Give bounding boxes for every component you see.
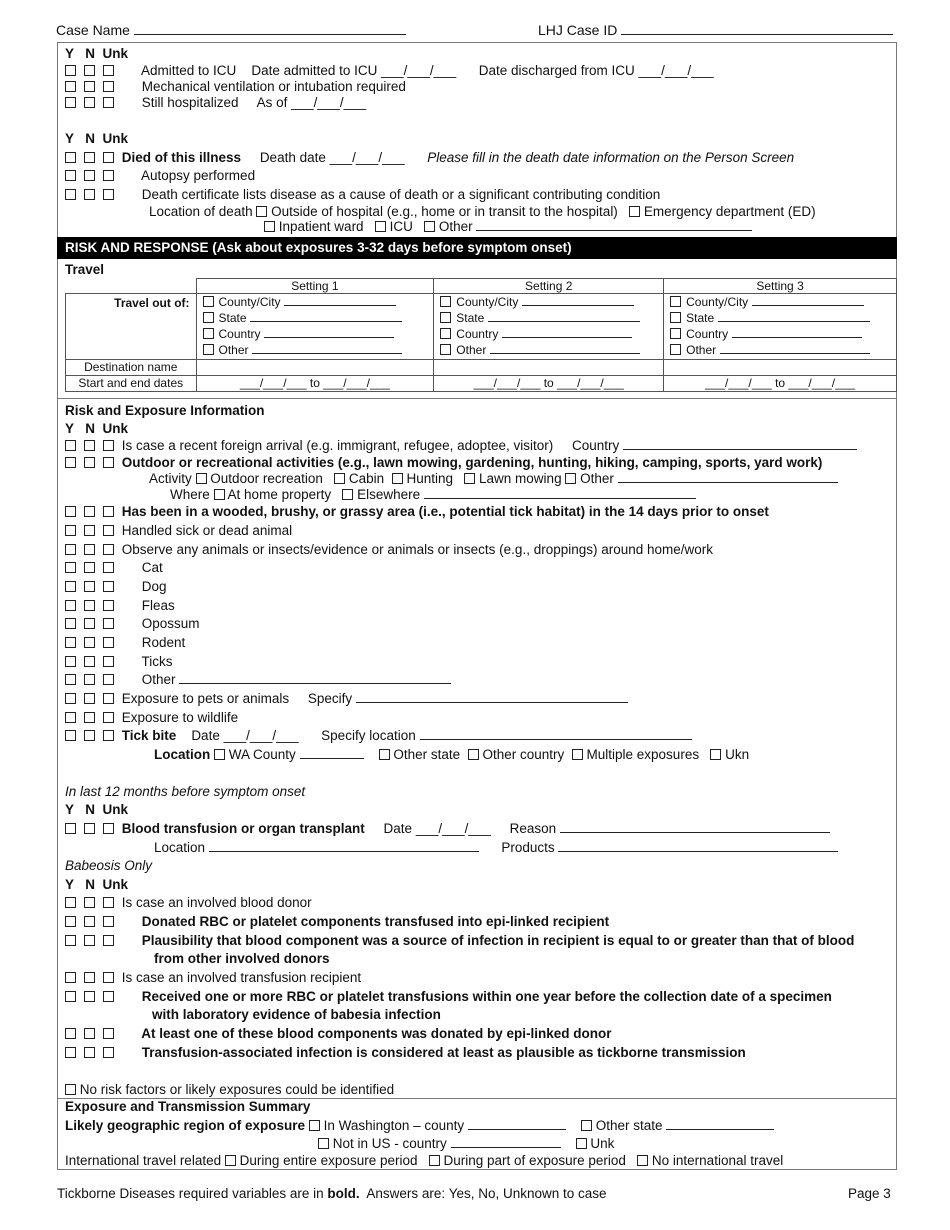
setting-2-options: County/City State Country Other xyxy=(434,294,664,360)
risk-title: Risk and Exposure Information xyxy=(65,403,265,418)
wl-n-checkbox[interactable] xyxy=(84,712,95,723)
tai-row: Transfusion-associated infection is considered at least as plausible as tickborne transmission xyxy=(65,1045,746,1061)
aother-y-checkbox[interactable] xyxy=(65,674,76,685)
s2-state-checkbox[interactable] xyxy=(440,312,451,323)
loc-outside-checkbox[interactable] xyxy=(256,206,267,217)
s1-destination[interactable] xyxy=(196,360,434,376)
donor-n-checkbox[interactable] xyxy=(84,897,95,908)
od-unk-checkbox[interactable] xyxy=(103,457,114,468)
case-name-label: Case Name xyxy=(56,22,130,38)
mech-vent-row: Mechanical ventilation or intubation required xyxy=(65,79,406,95)
yn-header: Y N Unk xyxy=(65,421,129,436)
act-other-checkbox[interactable] xyxy=(565,473,576,484)
s3-destination[interactable] xyxy=(664,360,897,376)
plausibility-row: Plausibility that blood component was a source of infection in recipient is equal to or greater than that of blood xyxy=(65,933,854,949)
s3-county-checkbox[interactable] xyxy=(670,296,681,307)
od-y-checkbox[interactable] xyxy=(65,457,76,468)
recipient-row: Is case an involved transfusion recipient xyxy=(65,970,361,986)
mv-unk-checkbox[interactable] xyxy=(103,81,114,92)
icu-n-checkbox[interactable] xyxy=(84,65,95,76)
opossum-unk-checkbox[interactable] xyxy=(103,618,114,629)
bt-y-checkbox[interactable] xyxy=(65,823,76,834)
loc-inpatient-checkbox[interactable] xyxy=(264,221,275,232)
still-hosp-date[interactable]: As of ___/___/___ xyxy=(256,95,367,110)
yn-header: Y N Unk xyxy=(65,877,129,892)
bt-n-checkbox[interactable] xyxy=(84,823,95,834)
loc-icu-checkbox[interactable] xyxy=(375,221,386,232)
plaus-y-checkbox[interactable] xyxy=(65,935,76,946)
where-else-checkbox[interactable] xyxy=(342,489,353,500)
died-unk-checkbox[interactable] xyxy=(103,152,114,163)
donor-row: Is case an involved blood donor xyxy=(65,895,312,911)
dates-label: Start and end dates xyxy=(66,376,197,392)
yn-header: Y N Unk xyxy=(65,46,129,61)
rodent-y-checkbox[interactable] xyxy=(65,637,76,648)
s1-dates[interactable]: ___/___/___ to ___/___/___ xyxy=(196,376,434,392)
section-bar: RISK AND RESPONSE (Ask about exposures 3-32 days before symptom onset) xyxy=(57,237,897,259)
recv-n-checkbox[interactable] xyxy=(84,991,95,1002)
babesiosis-label: Babeosis Only xyxy=(65,858,153,873)
travel-table xyxy=(65,278,897,392)
autopsy-y-checkbox[interactable] xyxy=(65,170,76,181)
sh-unk-checkbox[interactable] xyxy=(103,97,114,108)
tl-wa-checkbox[interactable] xyxy=(214,749,225,760)
opossum-y-checkbox[interactable] xyxy=(65,618,76,629)
outdoor-row: Outdoor or recreational activities (e.g., lawn mowing, gardening, hunting, hiking, camping, sports, yard work) xyxy=(65,455,822,471)
recv-unk-checkbox[interactable] xyxy=(103,991,114,1002)
intl-part-checkbox[interactable] xyxy=(429,1155,440,1166)
travel-title: Travel xyxy=(65,262,105,277)
region-notus-checkbox[interactable] xyxy=(318,1138,329,1149)
s3-country-checkbox[interactable] xyxy=(670,328,681,339)
travel-out-label: Travel out of: xyxy=(66,294,197,360)
animal-cat-row: Cat xyxy=(65,560,163,576)
setting-2-header: Setting 2 xyxy=(434,279,664,294)
donated-row: Donated RBC or platelet components transfused into epi-linked recipient xyxy=(65,914,609,930)
last12-label: In last 12 months before symptom onset xyxy=(65,784,306,799)
animal-dog-row: Dog xyxy=(65,579,167,595)
act-outdoor-checkbox[interactable] xyxy=(196,473,207,484)
sh-y-checkbox[interactable] xyxy=(65,97,76,108)
tl-country-checkbox[interactable] xyxy=(468,749,479,760)
death-date[interactable]: Death date ___/___/___ xyxy=(259,150,405,165)
footer-note: Tickborne Diseases required variables are in bold. Answers are: Yes, No, Unknown to case xyxy=(57,1186,607,1201)
wl-y-checkbox[interactable] xyxy=(65,712,76,723)
activity-row: Activity Outdoor recreation Cabin Hunting Lawn mowing Other xyxy=(149,471,838,487)
yn-header: Y N Unk xyxy=(65,802,129,817)
tick-location-row: Location WA County Other state Other country Multiple exposures Ukn xyxy=(154,747,750,762)
region-wa-checkbox[interactable] xyxy=(309,1120,320,1131)
recip-unk-checkbox[interactable] xyxy=(103,972,114,983)
autopsy-n-checkbox[interactable] xyxy=(84,170,95,181)
aother-n-checkbox[interactable] xyxy=(84,674,95,685)
fa-n-checkbox[interactable] xyxy=(84,440,95,451)
plaus-unk-checkbox[interactable] xyxy=(103,935,114,946)
act-lawn-checkbox[interactable] xyxy=(464,473,475,484)
lhj-case-id-field[interactable] xyxy=(538,22,893,38)
icu-unk-checkbox[interactable] xyxy=(103,65,114,76)
foreign-arrival-row: Is case a recent foreign arrival (e.g. immigrant, refugee, adoptee, visitor) Country xyxy=(65,438,857,454)
icu-date-admitted[interactable]: Date admitted to ICU ___/___/___ xyxy=(251,63,457,78)
tb-n-checkbox[interactable] xyxy=(84,730,95,741)
intl-entire-checkbox[interactable] xyxy=(225,1155,236,1166)
setting-1-options: County/City State Country Other xyxy=(196,294,434,360)
region-row2: Not in US - country Unk xyxy=(318,1136,614,1152)
received-row: Received one or more RBC or platelet transfusions within one year before the collection date of a specimen xyxy=(65,989,832,1005)
atl-y-checkbox[interactable] xyxy=(65,1028,76,1039)
rodent-n-checkbox[interactable] xyxy=(84,637,95,648)
where-row: Where At home property Elsewhere xyxy=(170,487,696,503)
region-row: Likely geographic region of exposure In Washington – county Other state xyxy=(65,1118,774,1134)
oa-n-checkbox[interactable] xyxy=(84,544,95,555)
recip-n-checkbox[interactable] xyxy=(84,972,95,983)
oa-y-checkbox[interactable] xyxy=(65,544,76,555)
ha-n-checkbox[interactable] xyxy=(84,525,95,536)
loc-other-checkbox[interactable] xyxy=(424,221,435,232)
tl-state-checkbox[interactable] xyxy=(379,749,390,760)
ha-unk-checkbox[interactable] xyxy=(103,525,114,536)
where-home-checkbox[interactable] xyxy=(214,489,225,500)
pets-unk-checkbox[interactable] xyxy=(103,693,114,704)
oa-unk-checkbox[interactable] xyxy=(103,544,114,555)
recip-y-checkbox[interactable] xyxy=(65,972,76,983)
icu-y-checkbox[interactable] xyxy=(65,65,76,76)
animal-ticks-row: Ticks xyxy=(65,654,173,670)
handled-animal-row: Handled sick or dead animal xyxy=(65,523,292,539)
th-unk-checkbox[interactable] xyxy=(103,506,114,517)
fleas-unk-checkbox[interactable] xyxy=(103,600,114,611)
no-risk-checkbox[interactable] xyxy=(65,1084,76,1095)
th-n-checkbox[interactable] xyxy=(84,506,95,517)
dog-y-checkbox[interactable] xyxy=(65,581,76,592)
still-hosp-row: Still hospitalized As of ___/___/___ xyxy=(65,95,366,111)
s2-destination[interactable] xyxy=(434,360,664,376)
s2-county-checkbox[interactable] xyxy=(440,296,451,307)
died-row: Died of this illness Death date ___/___/___ Please fill in the death date information on the Person Screen xyxy=(65,150,794,166)
ticks-n-checkbox[interactable] xyxy=(84,656,95,667)
s1-state-checkbox[interactable] xyxy=(203,312,214,323)
cert-y-checkbox[interactable] xyxy=(65,189,76,200)
fa-unk-checkbox[interactable] xyxy=(103,440,114,451)
received-row-cont: with laboratory evidence of babesia infection xyxy=(152,1007,441,1022)
lhj-case-id-label: LHJ Case ID xyxy=(538,22,618,38)
cat-y-checkbox[interactable] xyxy=(65,562,76,573)
s3-other-checkbox[interactable] xyxy=(670,344,681,355)
fleas-y-checkbox[interactable] xyxy=(65,600,76,611)
tai-unk-checkbox[interactable] xyxy=(103,1047,114,1058)
ticks-unk-checkbox[interactable] xyxy=(103,656,114,667)
tb-unk-checkbox[interactable] xyxy=(103,730,114,741)
tick-bite-row: Tick bite Date ___/___/___ Specify location xyxy=(65,728,692,744)
intl-none-checkbox[interactable] xyxy=(637,1155,648,1166)
tb-y-checkbox[interactable] xyxy=(65,730,76,741)
donated-y-checkbox[interactable] xyxy=(65,916,76,927)
ticks-y-checkbox[interactable] xyxy=(65,656,76,667)
dog-unk-checkbox[interactable] xyxy=(103,581,114,592)
pets-row: Exposure to pets or animals Specify xyxy=(65,691,628,707)
s2-other-checkbox[interactable] xyxy=(440,344,451,355)
od-n-checkbox[interactable] xyxy=(84,457,95,468)
act-hunting-checkbox[interactable] xyxy=(392,473,403,484)
setting-1-header: Setting 1 xyxy=(196,279,434,294)
donor-y-checkbox[interactable] xyxy=(65,897,76,908)
destination-label: Destination name xyxy=(66,360,197,376)
plausibility-row-cont: from other involved donors xyxy=(154,951,330,966)
atl-unk-checkbox[interactable] xyxy=(103,1028,114,1039)
donated-unk-checkbox[interactable] xyxy=(103,916,114,927)
page-number: Page 3 xyxy=(848,1186,891,1201)
yn-header: Y N Unk xyxy=(65,131,129,146)
cat-unk-checkbox[interactable] xyxy=(103,562,114,573)
autopsy-row: Autopsy performed xyxy=(65,168,255,184)
plaus-n-checkbox[interactable] xyxy=(84,935,95,946)
cert-unk-checkbox[interactable] xyxy=(103,189,114,200)
act-cabin-checkbox[interactable] xyxy=(334,473,345,484)
atl-n-checkbox[interactable] xyxy=(84,1028,95,1039)
tick-habitat-row: Has been in a wooded, brushy, or grassy area (i.e., potential tick habitat) in the 14 days prior to onset xyxy=(65,504,769,520)
died-y-checkbox[interactable] xyxy=(65,152,76,163)
mv-y-checkbox[interactable] xyxy=(65,81,76,92)
animal-rodent-row: Rodent xyxy=(65,635,185,651)
s1-other-checkbox[interactable] xyxy=(203,344,214,355)
s3-state-checkbox[interactable] xyxy=(670,312,681,323)
cat-n-checkbox[interactable] xyxy=(84,562,95,573)
rodent-unk-checkbox[interactable] xyxy=(103,637,114,648)
summary-title: Exposure and Transmission Summary xyxy=(65,1099,311,1114)
no-risk-row: No risk factors or likely exposures could be identified xyxy=(65,1082,394,1098)
animal-opossum-row: Opossum xyxy=(65,616,200,632)
blood-transfusion-row: Blood transfusion or organ transplant Date ___/___/___ Reason xyxy=(65,821,830,837)
loc-ed-checkbox[interactable] xyxy=(629,206,640,217)
atleast-row: At least one of these blood components was donated by epi-linked donor xyxy=(65,1026,612,1042)
fleas-n-checkbox[interactable] xyxy=(84,600,95,611)
pets-y-checkbox[interactable] xyxy=(65,693,76,704)
aother-unk-checkbox[interactable] xyxy=(103,674,114,685)
donor-unk-checkbox[interactable] xyxy=(103,897,114,908)
animal-other-row: Other xyxy=(65,672,451,688)
tai-y-checkbox[interactable] xyxy=(65,1047,76,1058)
intl-travel-row: International travel related During entire exposure period During part of exposure period No international travel xyxy=(65,1153,784,1168)
region-state-checkbox[interactable] xyxy=(581,1120,592,1131)
bt-unk-checkbox[interactable] xyxy=(103,823,114,834)
wildlife-row: Exposure to wildlife xyxy=(65,710,238,726)
fa-y-checkbox[interactable] xyxy=(65,440,76,451)
case-name-field[interactable] xyxy=(56,22,406,38)
location-of-death-row2: Inpatient ward ICU Other xyxy=(264,219,752,235)
sh-n-checkbox[interactable] xyxy=(84,97,95,108)
icu-row: Admitted to ICU Date admitted to ICU ___/___/___ Date discharged from ICU ___/___/___ xyxy=(65,63,714,79)
pets-n-checkbox[interactable] xyxy=(84,693,95,704)
region-unk-checkbox[interactable] xyxy=(576,1138,587,1149)
th-y-checkbox[interactable] xyxy=(65,506,76,517)
setting-3-header: Setting 3 xyxy=(664,279,897,294)
s3-dates[interactable]: ___/___/___ to ___/___/___ xyxy=(664,376,897,392)
observe-animals-row: Observe any animals or insects/evidence or animals or insects (e.g., droppings) around home/work xyxy=(65,542,713,558)
donated-n-checkbox[interactable] xyxy=(84,916,95,927)
s2-dates[interactable]: ___/___/___ to ___/___/___ xyxy=(434,376,664,392)
s2-country-checkbox[interactable] xyxy=(440,328,451,339)
opossum-n-checkbox[interactable] xyxy=(84,618,95,629)
recv-y-checkbox[interactable] xyxy=(65,991,76,1002)
cert-n-checkbox[interactable] xyxy=(84,189,95,200)
setting-3-options: County/City State Country Other xyxy=(664,294,897,360)
wl-unk-checkbox[interactable] xyxy=(103,712,114,723)
autopsy-unk-checkbox[interactable] xyxy=(103,170,114,181)
died-n-checkbox[interactable] xyxy=(84,152,95,163)
tl-multiple-checkbox[interactable] xyxy=(572,749,583,760)
dog-n-checkbox[interactable] xyxy=(84,581,95,592)
location-of-death-row: Location of death Outside of hospital (e.g., home or in transit to the hospital) Emergency department (ED) xyxy=(149,204,816,219)
icu-date-discharged[interactable]: Date discharged from ICU ___/___/___ xyxy=(478,63,714,78)
tai-n-checkbox[interactable] xyxy=(84,1047,95,1058)
tl-ukn-checkbox[interactable] xyxy=(710,749,721,760)
ha-y-checkbox[interactable] xyxy=(65,525,76,536)
mv-n-checkbox[interactable] xyxy=(84,81,95,92)
s1-county-checkbox[interactable] xyxy=(203,296,214,307)
animal-fleas-row: Fleas xyxy=(65,598,175,614)
certificate-row: Death certificate lists disease as a cause of death or a significant contributing condition xyxy=(65,187,660,203)
s1-country-checkbox[interactable] xyxy=(203,328,214,339)
transfusion-location-row: Location Products xyxy=(154,840,838,856)
